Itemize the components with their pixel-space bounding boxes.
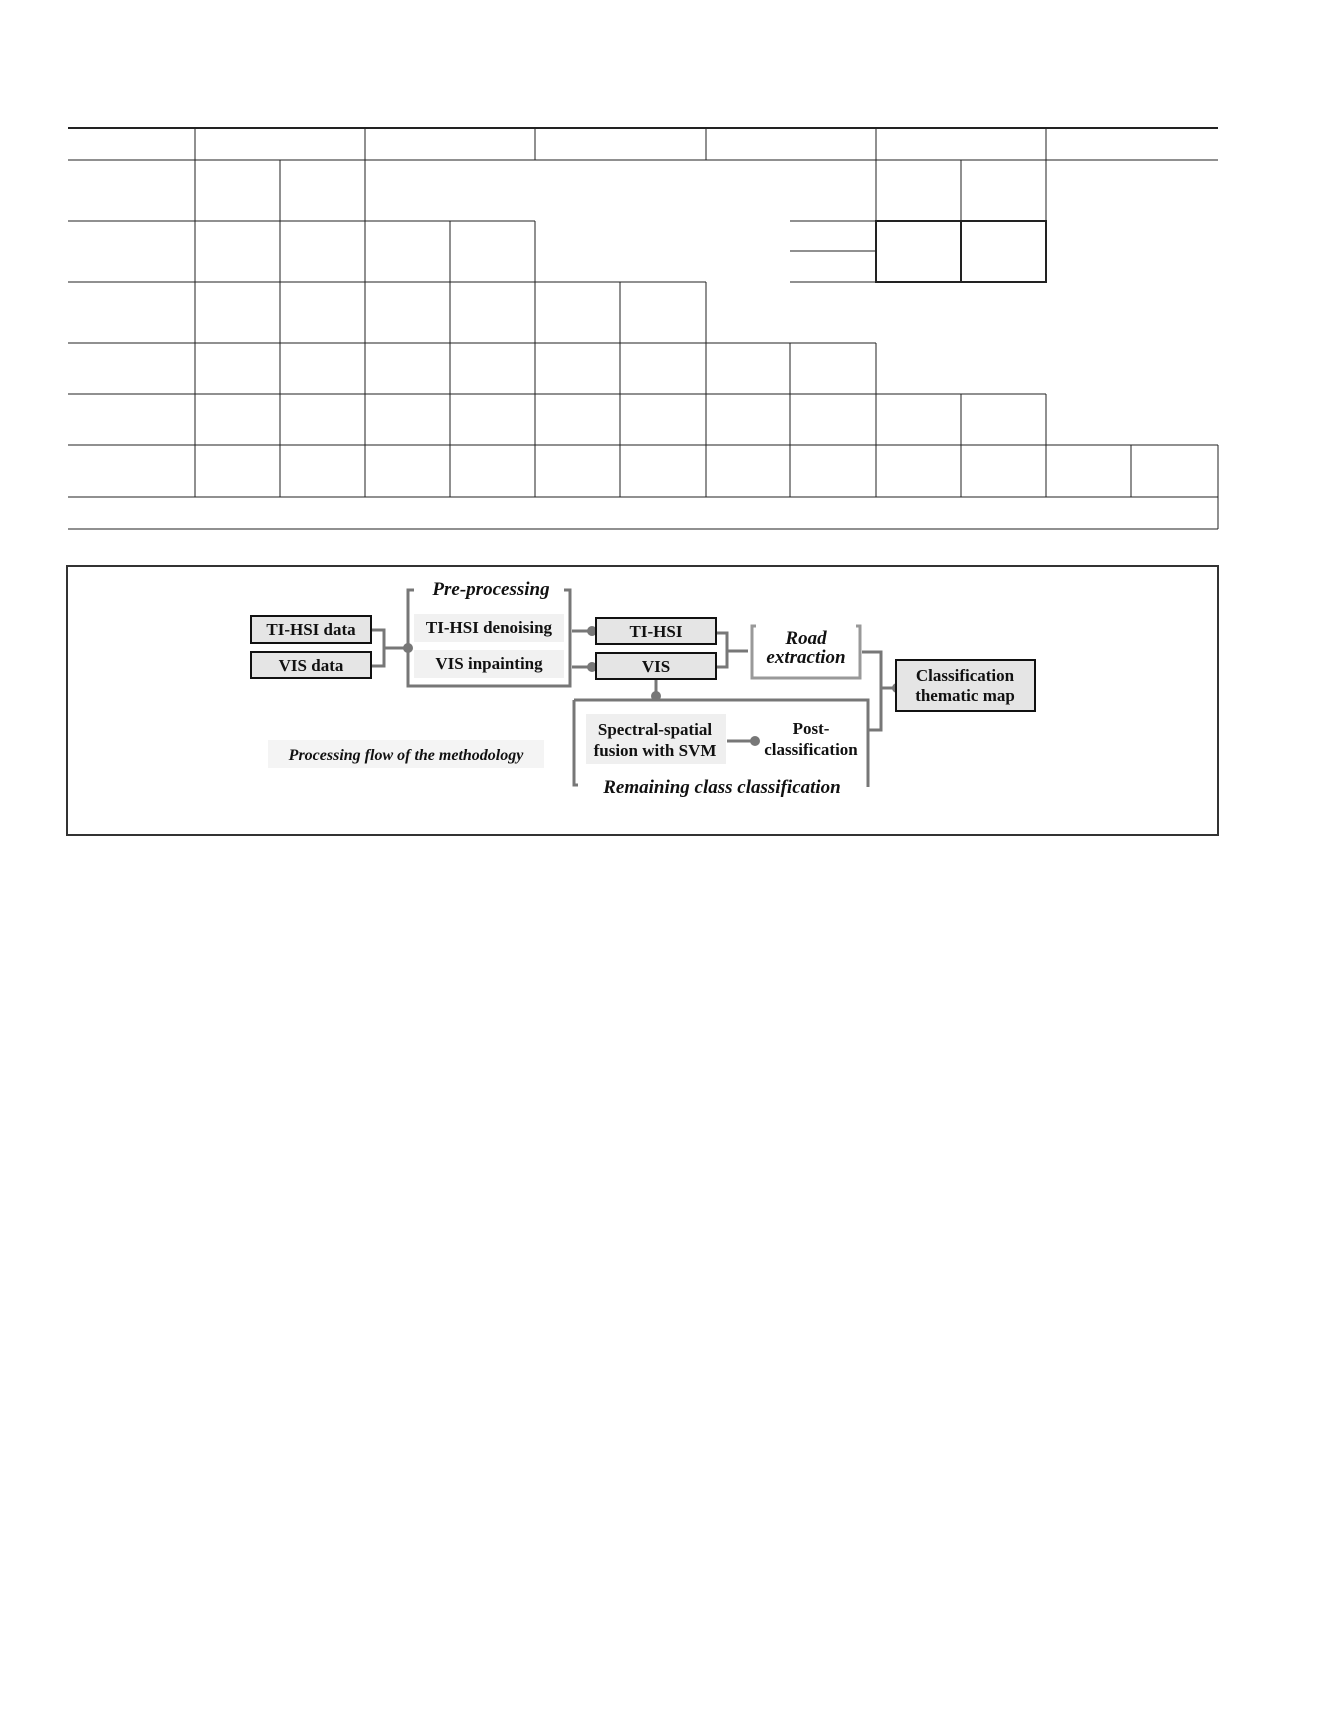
methodology-figure <box>67 566 1218 835</box>
empty-table-grid <box>68 128 1218 529</box>
fusion-label-line2: fusion with SVM <box>593 741 717 760</box>
preprocessing-title: Pre-processing <box>432 579 550 600</box>
fusion-label-line1: Spectral-spatial <box>597 720 713 739</box>
road-label-line1: Road <box>785 628 827 649</box>
classification-label-line1: Classification <box>915 666 1015 685</box>
road-label-line2: extraction <box>766 647 846 668</box>
post-label-line2: classification <box>764 740 858 759</box>
tihsi-label: TI-HSI <box>629 622 683 641</box>
remaining-title: Remaining class classification <box>603 777 841 798</box>
tihsi-data-label: TI-HSI data <box>266 620 356 639</box>
vis-data-label: VIS data <box>278 656 344 675</box>
denoising-label: TI-HSI denoising <box>425 618 553 637</box>
classification-label-line2: thematic map <box>915 686 1015 705</box>
inpainting-label: VIS inpainting <box>435 654 543 673</box>
post-label-line1: Post- <box>792 719 830 738</box>
vis-label: VIS <box>641 657 671 676</box>
fusion-to-post-dot <box>750 736 760 746</box>
figure-caption: Processing flow of the methodology <box>288 747 524 764</box>
